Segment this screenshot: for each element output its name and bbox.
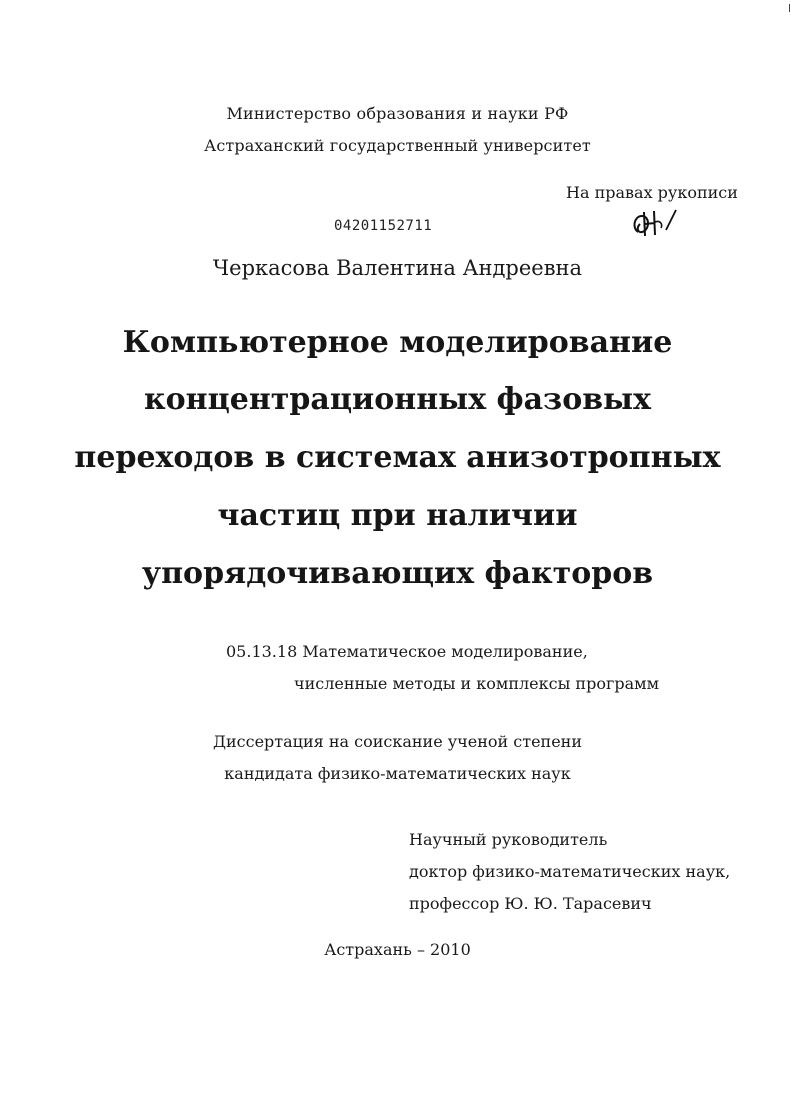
handwritten-signature — [628, 202, 678, 242]
supervisor-line: профессор Ю. Ю. Тарасевич — [409, 894, 652, 913]
supervisor-line: доктор физико-математических наук, — [409, 862, 731, 881]
thesis-title-line: Компьютерное моделирование — [122, 325, 673, 360]
university-name: Астраханский государственный университет — [204, 136, 591, 155]
thesis-title-line: упорядочивающих факторов — [141, 556, 654, 591]
manuscript-rights-note: На правах рукописи — [566, 183, 738, 202]
dissertation-degree-line: Диссертация на соискание ученой степени — [212, 732, 582, 751]
author-name: Черкасова Валентина Андреевна — [212, 256, 583, 280]
specialty-line: 05.13.18 Математическое моделирование, — [226, 642, 588, 661]
thesis-title-line: концентрационных фазовых — [143, 382, 652, 417]
city-year: Астрахань – 2010 — [324, 940, 471, 959]
supervisor-line: Научный руководитель — [409, 830, 608, 849]
scan-edge-mark — [789, 4, 790, 12]
thesis-title-line: частиц при наличии — [217, 498, 578, 533]
dissertation-degree-line: кандидата физико-математических наук — [224, 764, 571, 783]
thesis-title-line: переходов в системах анизотропных — [74, 440, 721, 475]
ministry-name: Министерство образования и науки РФ — [226, 104, 569, 123]
specialty-line: численные методы и комплексы программ — [294, 674, 660, 693]
registry-code: 04201152711 — [334, 218, 433, 234]
